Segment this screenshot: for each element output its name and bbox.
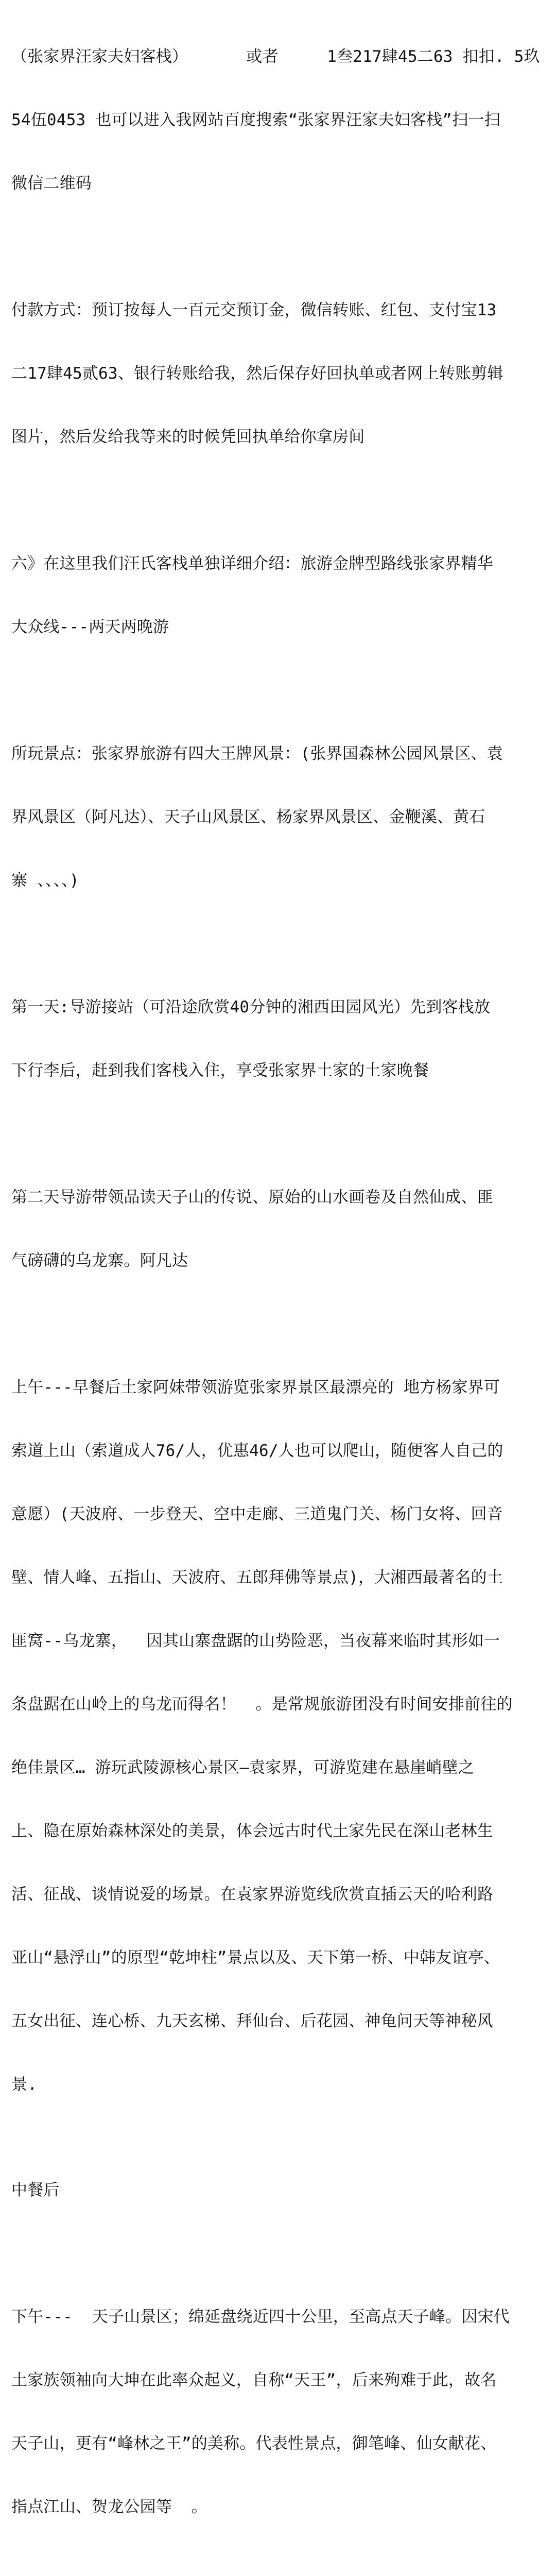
text-line: 54伍0453 也可以进入我网站百度搜索“张家界汪家夫妇客栈”扫一扫: [11, 111, 500, 129]
text-line: 所玩景点：张家界旅游有四大王牌风景：(张界国森林公园风景区、袁: [11, 744, 503, 763]
text-line: 六》在这里我们汪氏客栈单独详细介绍：旅游金牌型路线张家界精华: [11, 554, 493, 573]
text-line: 下行李后，赶到我们客栈入住，享受张家界土家的土家晚餐: [11, 1061, 429, 1080]
day-one-paragraph: [11, 955, 543, 1124]
text-line: 二17肆45贰63、银行转账给我，然后保存好回执单或者网上转账剪辑: [11, 364, 503, 383]
text-line: 条盘踞在山岭上的乌龙而得名！ 。是常规旅游团没有时间安排前往的: [11, 1695, 513, 1714]
text-line: 上、隐在原始森林深处的美景，体会远古时代土家先民在深山老林生: [11, 1822, 493, 1840]
text-line: 土家族领袖向大坤在此率众起义，自称“天王”，后来殉难于此，故名: [11, 2371, 497, 2389]
attractions-paragraph: [11, 701, 543, 934]
text-line: 五女出征、连心桥、九天玄梯、拜仙台、后花园、神龟问天等神秘风: [11, 2012, 493, 2030]
day-two-paragraph: [11, 1145, 543, 1314]
text-line: 绝佳景区… 游玩武陵源核心景区—袁家界，可游览建在悬崖峭壁之: [11, 1758, 474, 1777]
text-line: 第一天:导游接站（可沿途欣赏40分钟的湘西田园风光）先到客栈放: [11, 998, 491, 1016]
morning-paragraph: [11, 1335, 543, 2138]
text-line: 意愿）(天波府、一步登天、空中走廊、三道鬼门关、杨门女将、回音: [11, 1505, 503, 1523]
text-line: 索道上山（索道成人76/人，优惠46/人也可以爬山，随便客人自己的: [11, 1442, 503, 1460]
text-line: 亚山“悬浮山”的原型“乾坤柱”景点以及、天下第一桥、中韩友谊亭、: [11, 1948, 500, 1967]
text-line: 气磅礴的乌龙寨。阿凡达: [11, 1251, 188, 1270]
lunch-paragraph: [11, 2138, 543, 2243]
text-line: 上午---早餐后土家阿妹带领游览张家界景区最漂亮的 地方杨家界可: [11, 1378, 500, 1397]
text-line: 景.: [11, 2075, 38, 2094]
text-line: 大众线---两天两晚游: [11, 618, 169, 636]
text-line: 第二天导游带领品读天子山的传说、原始的山水画卷及自然仙成、匪: [11, 1188, 493, 1207]
text-line: 微信二维码: [11, 174, 92, 193]
text-line: 界风景区（阿凡达）、天子山风景区、杨家界风景区、金鞭溪、黄石: [11, 808, 485, 826]
text-line: （张家界汪家夫妇客栈） 或者 1叁217肆45二63 扣扣. 5玖: [11, 47, 540, 66]
text-line: 壁、情人峰、五指山、天波府、五郎拜佛等景点)，大湘西最著名的土: [11, 1568, 503, 1587]
text-line: 匪窝--乌龙寨， 因其山寨盘踞的山势险恶，当夜幕来临时其形如一: [11, 1632, 500, 1650]
text-line: 下午--- 天子山景区；绵延盘绕近四十公里，至高点天子峰。因宋代: [11, 2308, 510, 2326]
text-line: 图片，然后发给我等来的时候凭回执单给你拿房间: [11, 428, 365, 446]
text-line: 活、征战、谈情说爱的场景。在袁家界游览线欣赏直插云天的哈利路: [11, 1885, 493, 1904]
text-line: 中餐后: [11, 2181, 60, 2199]
text-line: 寨 、、、、): [11, 871, 79, 890]
payment-paragraph: [11, 258, 543, 490]
afternoon-paragraph: [11, 2264, 543, 2560]
contact-paragraph: [11, 4, 543, 236]
text-line: 指点江山、贺龙公园等 。: [11, 2498, 207, 2516]
route-intro-paragraph: [11, 511, 543, 680]
text-line: 天子山，更有“峰林之王”的美称。代表性景点，御笔峰、仙女献花、: [11, 2434, 497, 2453]
text-line: 付款方式：预订按每人一百元交预订金，微信转账、红包、支付宝13: [11, 301, 497, 319]
